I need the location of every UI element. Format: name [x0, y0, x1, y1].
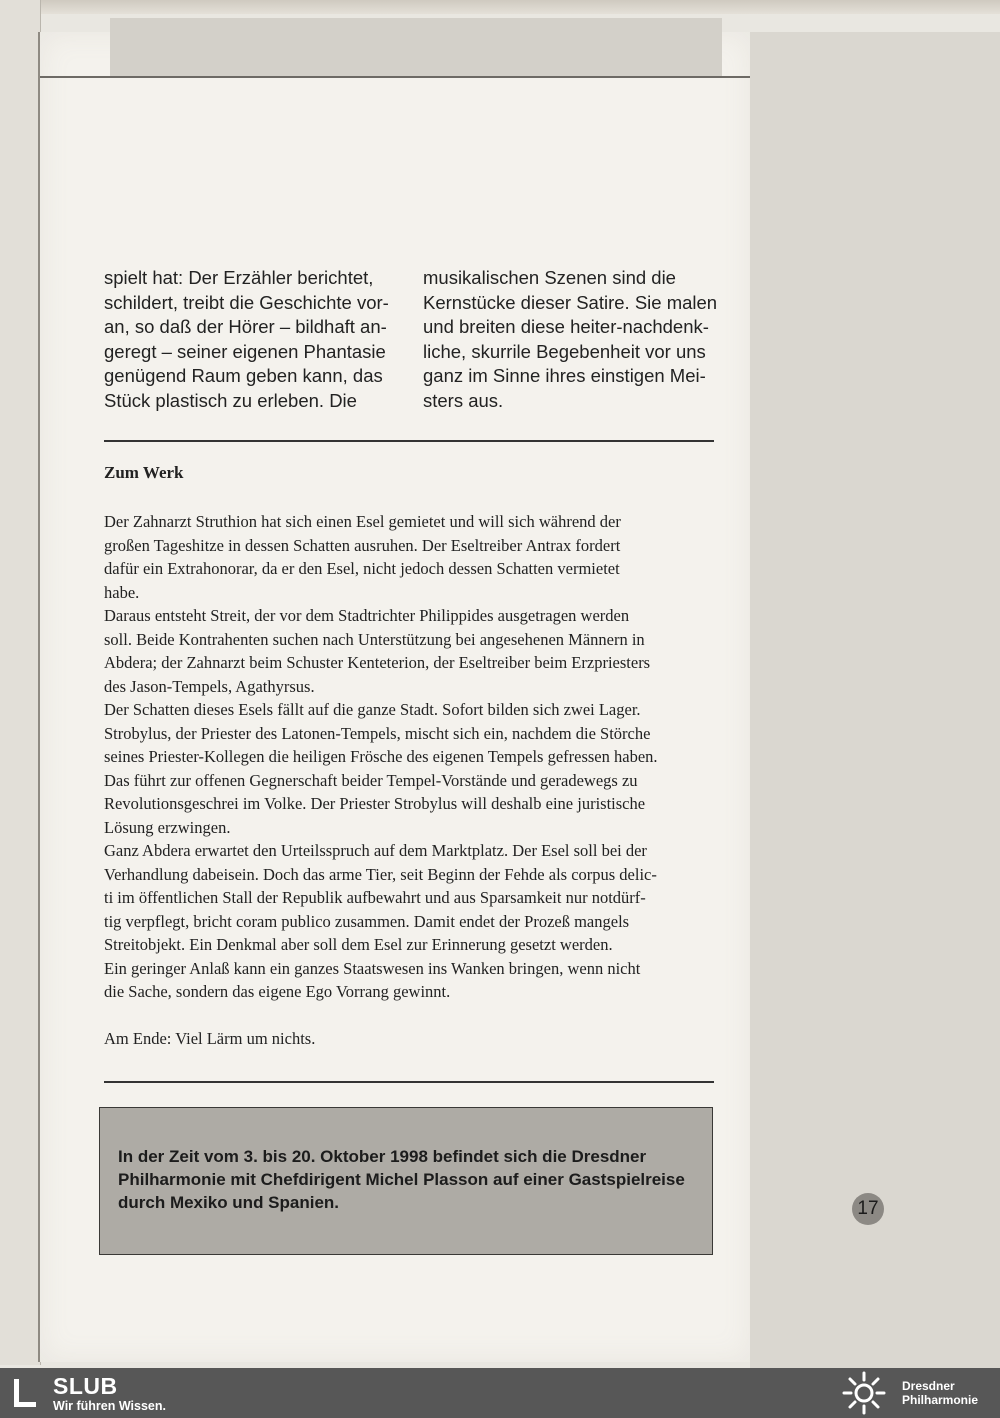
library-claim: Wir führen Wissen.: [53, 1399, 166, 1413]
body-paragraph: Der Schatten dieses Esels fällt auf die ganze Stadt. Sofort bilden sich zwei Lager. Strobylus, der Priester des Latonen-Tempels, mischt sich ein, nachdem die Störche seines Priester-Kollegen die heiligen Frösche des eigenen Tempels gefressen haben. Das führt zur offenen Gegnerschaft beider Tempel-Vorstände und geradewegs zu Revolutionsgeschrei im Volke. Der Priester Strobylus will deshalb eine juristische Lösung erzwingen.: [104, 700, 658, 837]
intro-column-left: [104, 266, 399, 413]
footer-bar: [0, 1368, 1000, 1418]
library-name: SLUB: [53, 1373, 118, 1399]
right-scan-edge: [750, 32, 1000, 1368]
closing-line: Am Ende: Viel Lärm um nichts.: [104, 1029, 316, 1048]
header-rule: [40, 76, 750, 78]
header-band: [110, 18, 722, 76]
left-page-margin: [0, 0, 41, 1365]
body-paragraph: Ganz Abdera erwartet den Urteilsspruch auf dem Marktplatz. Der Esel soll bei der Verhandlung dabeisein. Doch das arme Tier, seit Beginn der Fehde als corpus delic- ti im öffentlichen Stall der Republik aufbewahrt und aus Sparsamkeit nur notdürf- tig verpflegt, bricht coram publico zusammen. Damit endet der Prozeß mangels Streitobjekt. Ein Denkmal aber soll dem Esel zur Erinnerung gesetzt werden.: [104, 841, 657, 954]
body-paragraph: Ein geringer Anlaß kann ein ganzes Staatswesen ins Wanken bringen, wenn nicht die Sache, sondern das eigene Ego Vorrang gewinnt.: [104, 958, 641, 1001]
scan-top-edge: [0, 0, 1000, 14]
tour-notice-text: In der Zeit vom 3. bis 20. Oktober 1998 befindet sich die Dresdner Philharmonie mit Chefdirigent Michel Plasson auf einer Gastspielreise durch Mexiko und Spanien.: [118, 1147, 685, 1212]
tour-notice-box: [99, 1107, 713, 1255]
section-body: [104, 510, 716, 1051]
body-paragraph: Daraus entsteht Streit, der vor dem Stadtrichter Philippides ausgetragen werden soll. Beide Kontrahenten suchen nach Unterstützung bei angesehenen Männern in Abdera; der Zahnarzt beim Schuster Kenteterion, der Eseltreiber beim Erzpriesters des Jason-Tempels, Agathyrsus.: [104, 606, 651, 696]
section-divider: [104, 440, 714, 442]
intro-text-right: musikalischen Szenen sind die Kernstücke dieser Satire. Sie malen und breiten diese heiter-nachdenk- liche, skurrile Begebenheit vor uns ganz im Sinne ihres einstigen Mei- sters aus.: [423, 267, 718, 411]
body-paragraph: Der Zahnarzt Struthion hat sich einen Esel gemietet und will sich während der großen Tageshitze in dessen Schatten ausruhen. Der Eseltreiber Antrax fordert dafür ein Extrahonorar, da er den Esel, nicht jedoch dessen Schatten vermietet habe.: [104, 512, 621, 602]
orchestra-logo-icon: [840, 1371, 888, 1415]
intro-column-right: [423, 266, 718, 413]
section-title: Zum Werk: [104, 463, 184, 482]
page-number-badge: 17: [852, 1193, 884, 1225]
notice-divider: [104, 1081, 714, 1083]
slub-logo-icon: [14, 1379, 36, 1407]
intro-text-left: spielt hat: Der Erzähler berichtet, schildert, treibt die Geschichte vor- an, so daß der Hörer – bildhaft an- geregt – seiner eigenen Phantasie genügend Raum geben kann, das Stück plastisch zu erleben. Die: [104, 267, 389, 411]
orchestra-name: Dresdner Philharmonie: [902, 1379, 979, 1407]
